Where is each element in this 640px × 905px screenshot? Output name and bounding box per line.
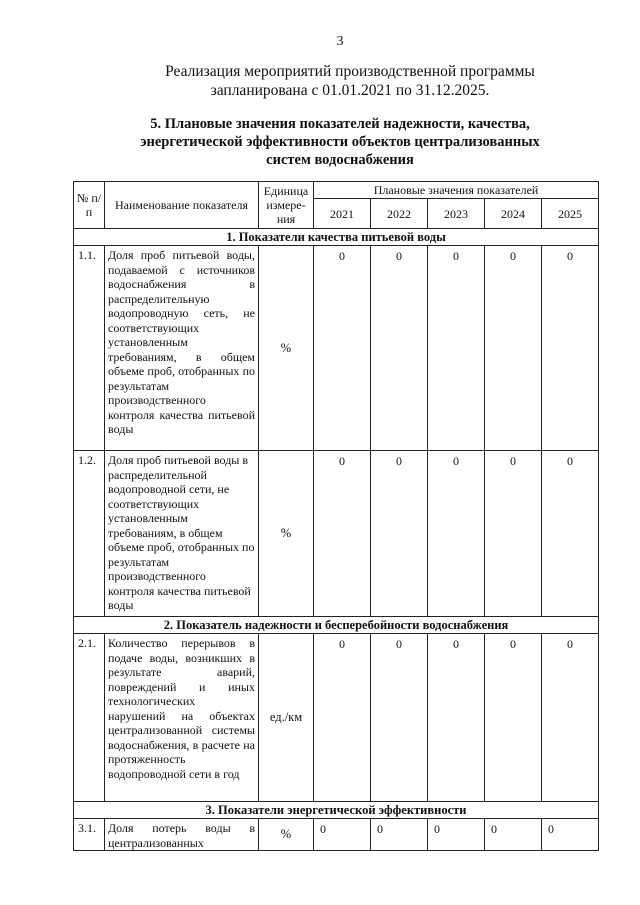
- group-title: 1. Показатели качества питьевой воды: [74, 229, 599, 246]
- header-year: 2023: [428, 199, 485, 229]
- header-year: 2021: [314, 199, 371, 229]
- header-year: 2025: [542, 199, 599, 229]
- row-value: 0: [485, 819, 542, 851]
- header-year: 2024: [485, 199, 542, 229]
- row-value: 0: [485, 451, 542, 617]
- row-value: 0: [428, 819, 485, 851]
- row-unit: %: [259, 451, 314, 617]
- row-value: 0: [542, 819, 599, 851]
- row-unit: %: [259, 246, 314, 451]
- header-unit: Единица измере-ния: [259, 182, 314, 229]
- row-value: 0: [371, 634, 428, 802]
- row-number: 1.2.: [74, 451, 105, 617]
- header-name: Наименование показателя: [105, 182, 259, 229]
- page-number: 3: [336, 34, 344, 49]
- row-unit: ед./км: [259, 634, 314, 802]
- row-value: 0: [314, 451, 371, 617]
- group-title: 2. Показатель надежности и бесперебойности водоснабжения: [74, 617, 599, 634]
- header-planned: Плановые значения показателей: [314, 182, 599, 199]
- row-value: 0: [314, 246, 371, 451]
- row-unit: %: [259, 819, 314, 851]
- header-year: 2022: [371, 199, 428, 229]
- row-value: 0: [428, 246, 485, 451]
- row-value: 0: [542, 634, 599, 802]
- row-value: 0: [542, 246, 599, 451]
- intro-text: [150, 62, 550, 100]
- row-value: 0: [371, 819, 428, 851]
- row-value: 0: [542, 451, 599, 617]
- row-name: Доля потерь воды в централизованных: [105, 819, 259, 851]
- header-number: № п/п: [74, 182, 105, 229]
- section-title-line: 5. Плановые значения показателей надежности, качества,: [150, 116, 530, 132]
- row-value: 0: [371, 451, 428, 617]
- row-name: Доля проб питьевой воды в распределительной водопроводной сети, не соответствующих установленным требованиям, в общем объеме проб, отобранных по результатам производственного контроля качества питьевой воды: [105, 451, 259, 617]
- group-title: 3. Показатели энергетической эффективности: [74, 802, 599, 819]
- intro-line: Реализация мероприятий производственной программы: [165, 63, 535, 80]
- row-number: 2.1.: [74, 634, 105, 802]
- row-value: 0: [485, 634, 542, 802]
- row-value: 0: [314, 634, 371, 802]
- row-value: 0: [428, 451, 485, 617]
- row-value: 0: [485, 246, 542, 451]
- row-value: 0: [428, 634, 485, 802]
- row-name: Количество перерывов в подаче воды, возникших в результате аварий, повреждений и иных технологических нарушений на объектах централизованной системы водоснабжения, в расчете на протяженность водопроводной сети в год: [105, 634, 259, 802]
- indicators-table: [73, 181, 599, 851]
- row-name: Доля проб питьевой воды, подаваемой с источников водоснабжения в распределительную водопроводную сеть, не соответствующих установленным требованиям, в общем объеме проб, отобранных по результатам производственного контроля качества питьевой воды: [105, 246, 259, 451]
- intro-line: запланирована с 01.01.2021 по 31.12.2025.: [210, 82, 490, 99]
- row-number: 3.1.: [74, 819, 105, 851]
- section-title-line: энергетической эффективности объектов централизованных: [140, 134, 540, 150]
- row-value: 0: [314, 819, 371, 851]
- section-title-line: систем водоснабжения: [266, 152, 414, 168]
- row-number: 1.1.: [74, 246, 105, 451]
- row-value: 0: [371, 246, 428, 451]
- section-title: [120, 115, 560, 169]
